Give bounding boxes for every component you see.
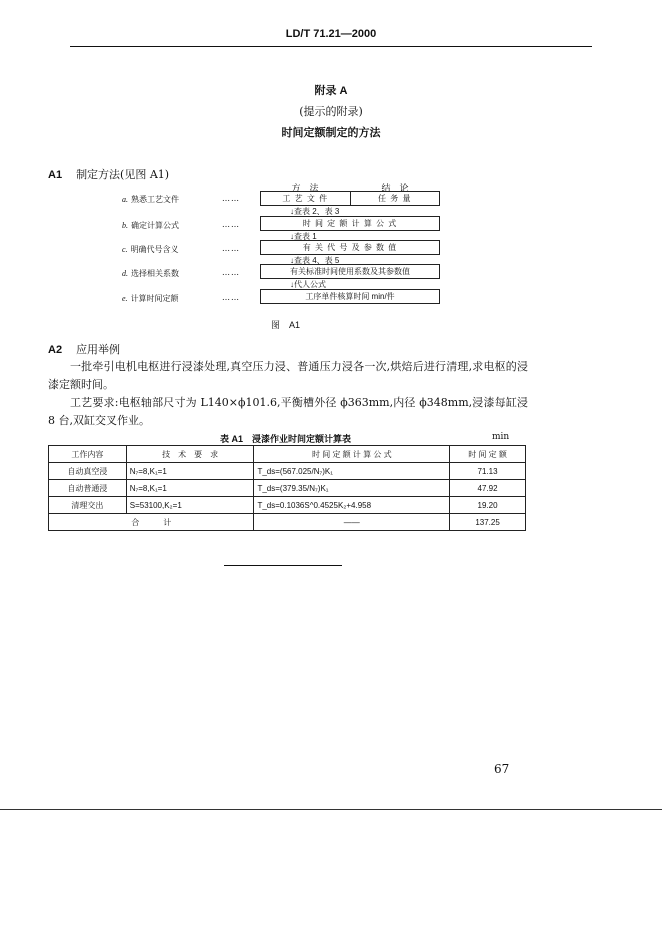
step-letter: a. [122, 195, 128, 204]
flow-step-label [122, 194, 179, 205]
cell-value: 19.20 [450, 497, 526, 514]
document-code: LD/T 71.21—2000 [285, 28, 377, 40]
flow-box-left: 工 艺 文 件 [282, 194, 329, 203]
flow-box: 时 间 定 额 计 算 公 式 [260, 216, 440, 231]
table-header: 技 术 要 求 [126, 446, 254, 463]
paragraph: 一批牵引电机电枢进行浸漆处理,真空压力浸、普通压力浸各一次,烘焙后进行清理,求电枢的浸漆定额时间。 [48, 360, 528, 391]
flow-box-right: 任 务 量 [350, 192, 440, 205]
leader-dots: …… [222, 244, 240, 253]
flow-box: 有 关 代 号 及 参 数 值 [260, 240, 440, 255]
arrow-label: 查表 4、表 5 [294, 256, 340, 265]
step-text: 明确代号含义 [130, 245, 179, 254]
total-value: 137.25 [450, 514, 526, 531]
section-title: 应用举例 [76, 343, 121, 356]
step-text: 选择相关系数 [131, 269, 179, 278]
table-caption: 表 A1 浸漆作业时间定额计算表 [220, 434, 352, 444]
footer-divider [0, 809, 662, 810]
flow-arrow: ↓代人公式 [290, 280, 326, 289]
cell-work: 自动普通浸 [49, 480, 127, 497]
total-formula: —— [254, 514, 450, 531]
table-header: 工作内容 [49, 446, 127, 463]
table-unit: min [492, 432, 510, 442]
flow-box: 工序单件核算时间 min/件 [260, 289, 440, 304]
figure-caption: 图 A1 [271, 320, 301, 330]
table-row [49, 497, 526, 514]
step-letter: e. [122, 294, 128, 303]
section-a2-heading [48, 341, 120, 357]
flow-step-label [122, 268, 179, 279]
section-a1-heading [48, 166, 169, 182]
appendix-title: 附录 A [314, 85, 348, 97]
flow-col-method: 方 法 [291, 183, 319, 193]
paragraph: 工艺要求:电枢轴部尺寸为 L140×ϕ101.6,平衡槽外径 ϕ363mm,内径 ϕ348mm,浸漆每缸浸 8 台,双缸交叉作业。 [48, 396, 528, 427]
table-total-row [49, 514, 526, 531]
table-header: 时 间 定 额 计 算 公 式 [254, 446, 450, 463]
step-text: 计算时间定额 [130, 294, 179, 303]
section-title: 制定方法(见图 A1) [76, 168, 170, 181]
step-letter: b. [122, 221, 128, 230]
cell-requirement: N₇=8,K₁=1 [126, 463, 254, 480]
table-header: 时 间 定 额 [450, 446, 526, 463]
flow-arrow: ↓查表 1 [290, 232, 317, 241]
flow-step-label [122, 220, 179, 231]
time-quota-table [48, 445, 526, 531]
table-row [49, 463, 526, 480]
leader-dots: …… [222, 293, 240, 302]
step-letter: c. [122, 245, 128, 254]
table-row [49, 480, 526, 497]
section-number: A2 [48, 344, 63, 356]
cell-value: 47.92 [450, 480, 526, 497]
header-divider [70, 46, 592, 47]
step-text: 确定计算公式 [131, 221, 179, 230]
leader-dots: …… [222, 268, 240, 277]
flow-arrow: ↓查表 4、表 5 [290, 256, 340, 265]
arrow-label: 查表 2、表 3 [294, 207, 340, 216]
flow-box [260, 191, 440, 206]
appendix-subtitle: (提示的附录) [299, 105, 363, 118]
cell-work: 自动真空浸 [49, 463, 127, 480]
arrow-label: 查表 1 [294, 232, 317, 241]
cell-work: 清理交出 [49, 497, 127, 514]
table-header-row [49, 446, 526, 463]
flow-box: 有关标准时间使用系数及其参数值 [260, 264, 440, 279]
flow-arrow: ↓查表 2、表 3 [290, 207, 340, 216]
appendix-heading: 时间定额制定的方法 [281, 127, 381, 139]
section-number: A1 [48, 169, 63, 181]
total-label: 合 计 [49, 514, 254, 531]
cell-formula: T_ds=(567.025/N₇)K₁ [254, 463, 450, 480]
cell-value: 71.13 [450, 463, 526, 480]
arrow-label: 代人公式 [294, 280, 326, 289]
cell-requirement: N₇=8,K₁=1 [126, 480, 254, 497]
cell-formula: T_ds=0.1036S^0.4525K₂+4.958 [254, 497, 450, 514]
cell-requirement: S=53100,K₂=1 [126, 497, 254, 514]
leader-dots: …… [222, 220, 240, 229]
flow-step-label [122, 293, 179, 304]
leader-dots: …… [222, 194, 240, 203]
step-letter: d. [122, 269, 128, 278]
flow-step-label [122, 244, 179, 255]
end-rule [224, 565, 342, 566]
page-number: 67 [494, 762, 510, 776]
step-text: 熟悉工艺文件 [131, 195, 179, 204]
cell-formula: T_ds=(379.35/N₇)K₁ [254, 480, 450, 497]
flow-col-result: 结 论 [381, 183, 409, 193]
